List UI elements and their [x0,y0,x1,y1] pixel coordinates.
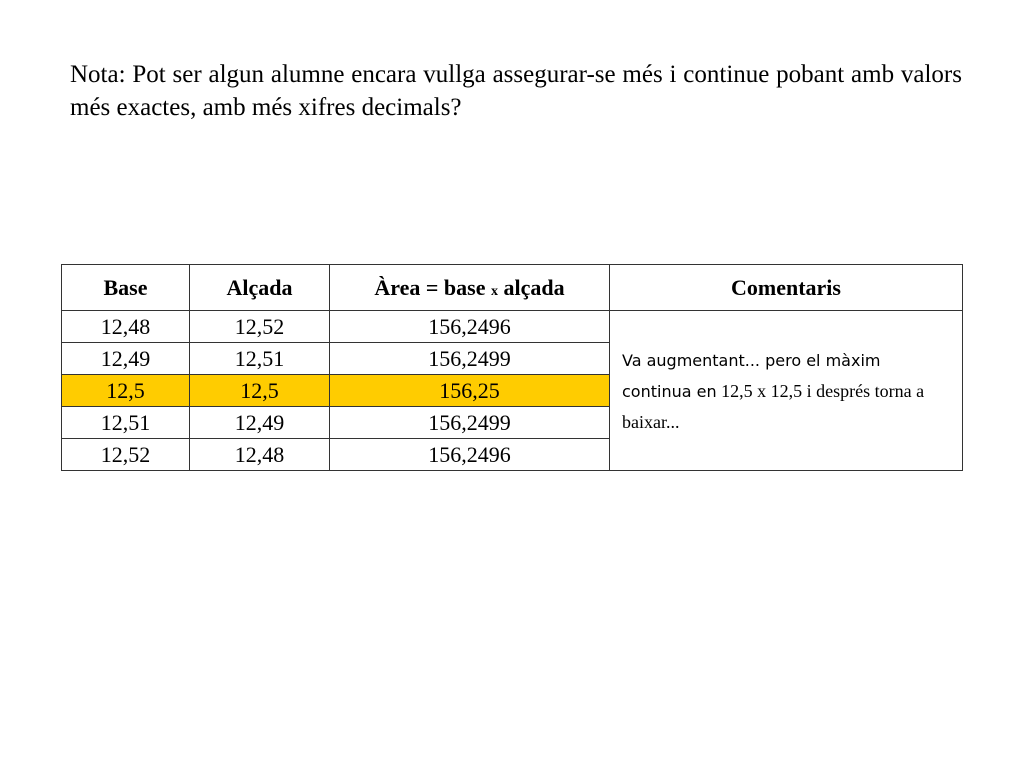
cell-area: 156,2496 [330,311,610,343]
cell-base: 12,49 [62,343,190,375]
cell-base: 12,52 [62,439,190,471]
table-row [62,311,963,343]
header-base: Base [62,265,190,311]
header-area-suffix: alçada [503,274,565,300]
cell-comment [610,311,963,471]
cell-area: 156,2499 [330,343,610,375]
cell-height: 12,49 [190,407,330,439]
note-text: Nota: Pot ser algun alumne encara vullga assegurar-se més i continue pobant amb valors més exactes, amb més xifres decimals? [70,61,962,121]
header-area-x: x [491,283,498,299]
cell-base: 12,51 [62,407,190,439]
header-area-prefix: Àrea = base [374,274,486,300]
area-table [61,264,963,471]
cell-area: 156,2499 [330,407,610,439]
header-height: Alçada [190,265,330,311]
cell-base: 12,5 [62,375,190,407]
comment-part1: Va augmentant... pero el màxim continua en [622,350,881,401]
cell-base: 12,48 [62,311,190,343]
header-area [330,265,610,311]
header-comments: Comentaris [610,265,963,311]
cell-height: 12,48 [190,439,330,471]
cell-area: 156,2496 [330,439,610,471]
cell-height: 12,52 [190,311,330,343]
cell-area: 156,25 [330,375,610,407]
cell-height: 12,5 [190,375,330,407]
cell-height: 12,51 [190,343,330,375]
comment-part2: 12,5 x 12,5 i després torna a baixar... [622,380,925,432]
table-header-row [62,265,963,311]
